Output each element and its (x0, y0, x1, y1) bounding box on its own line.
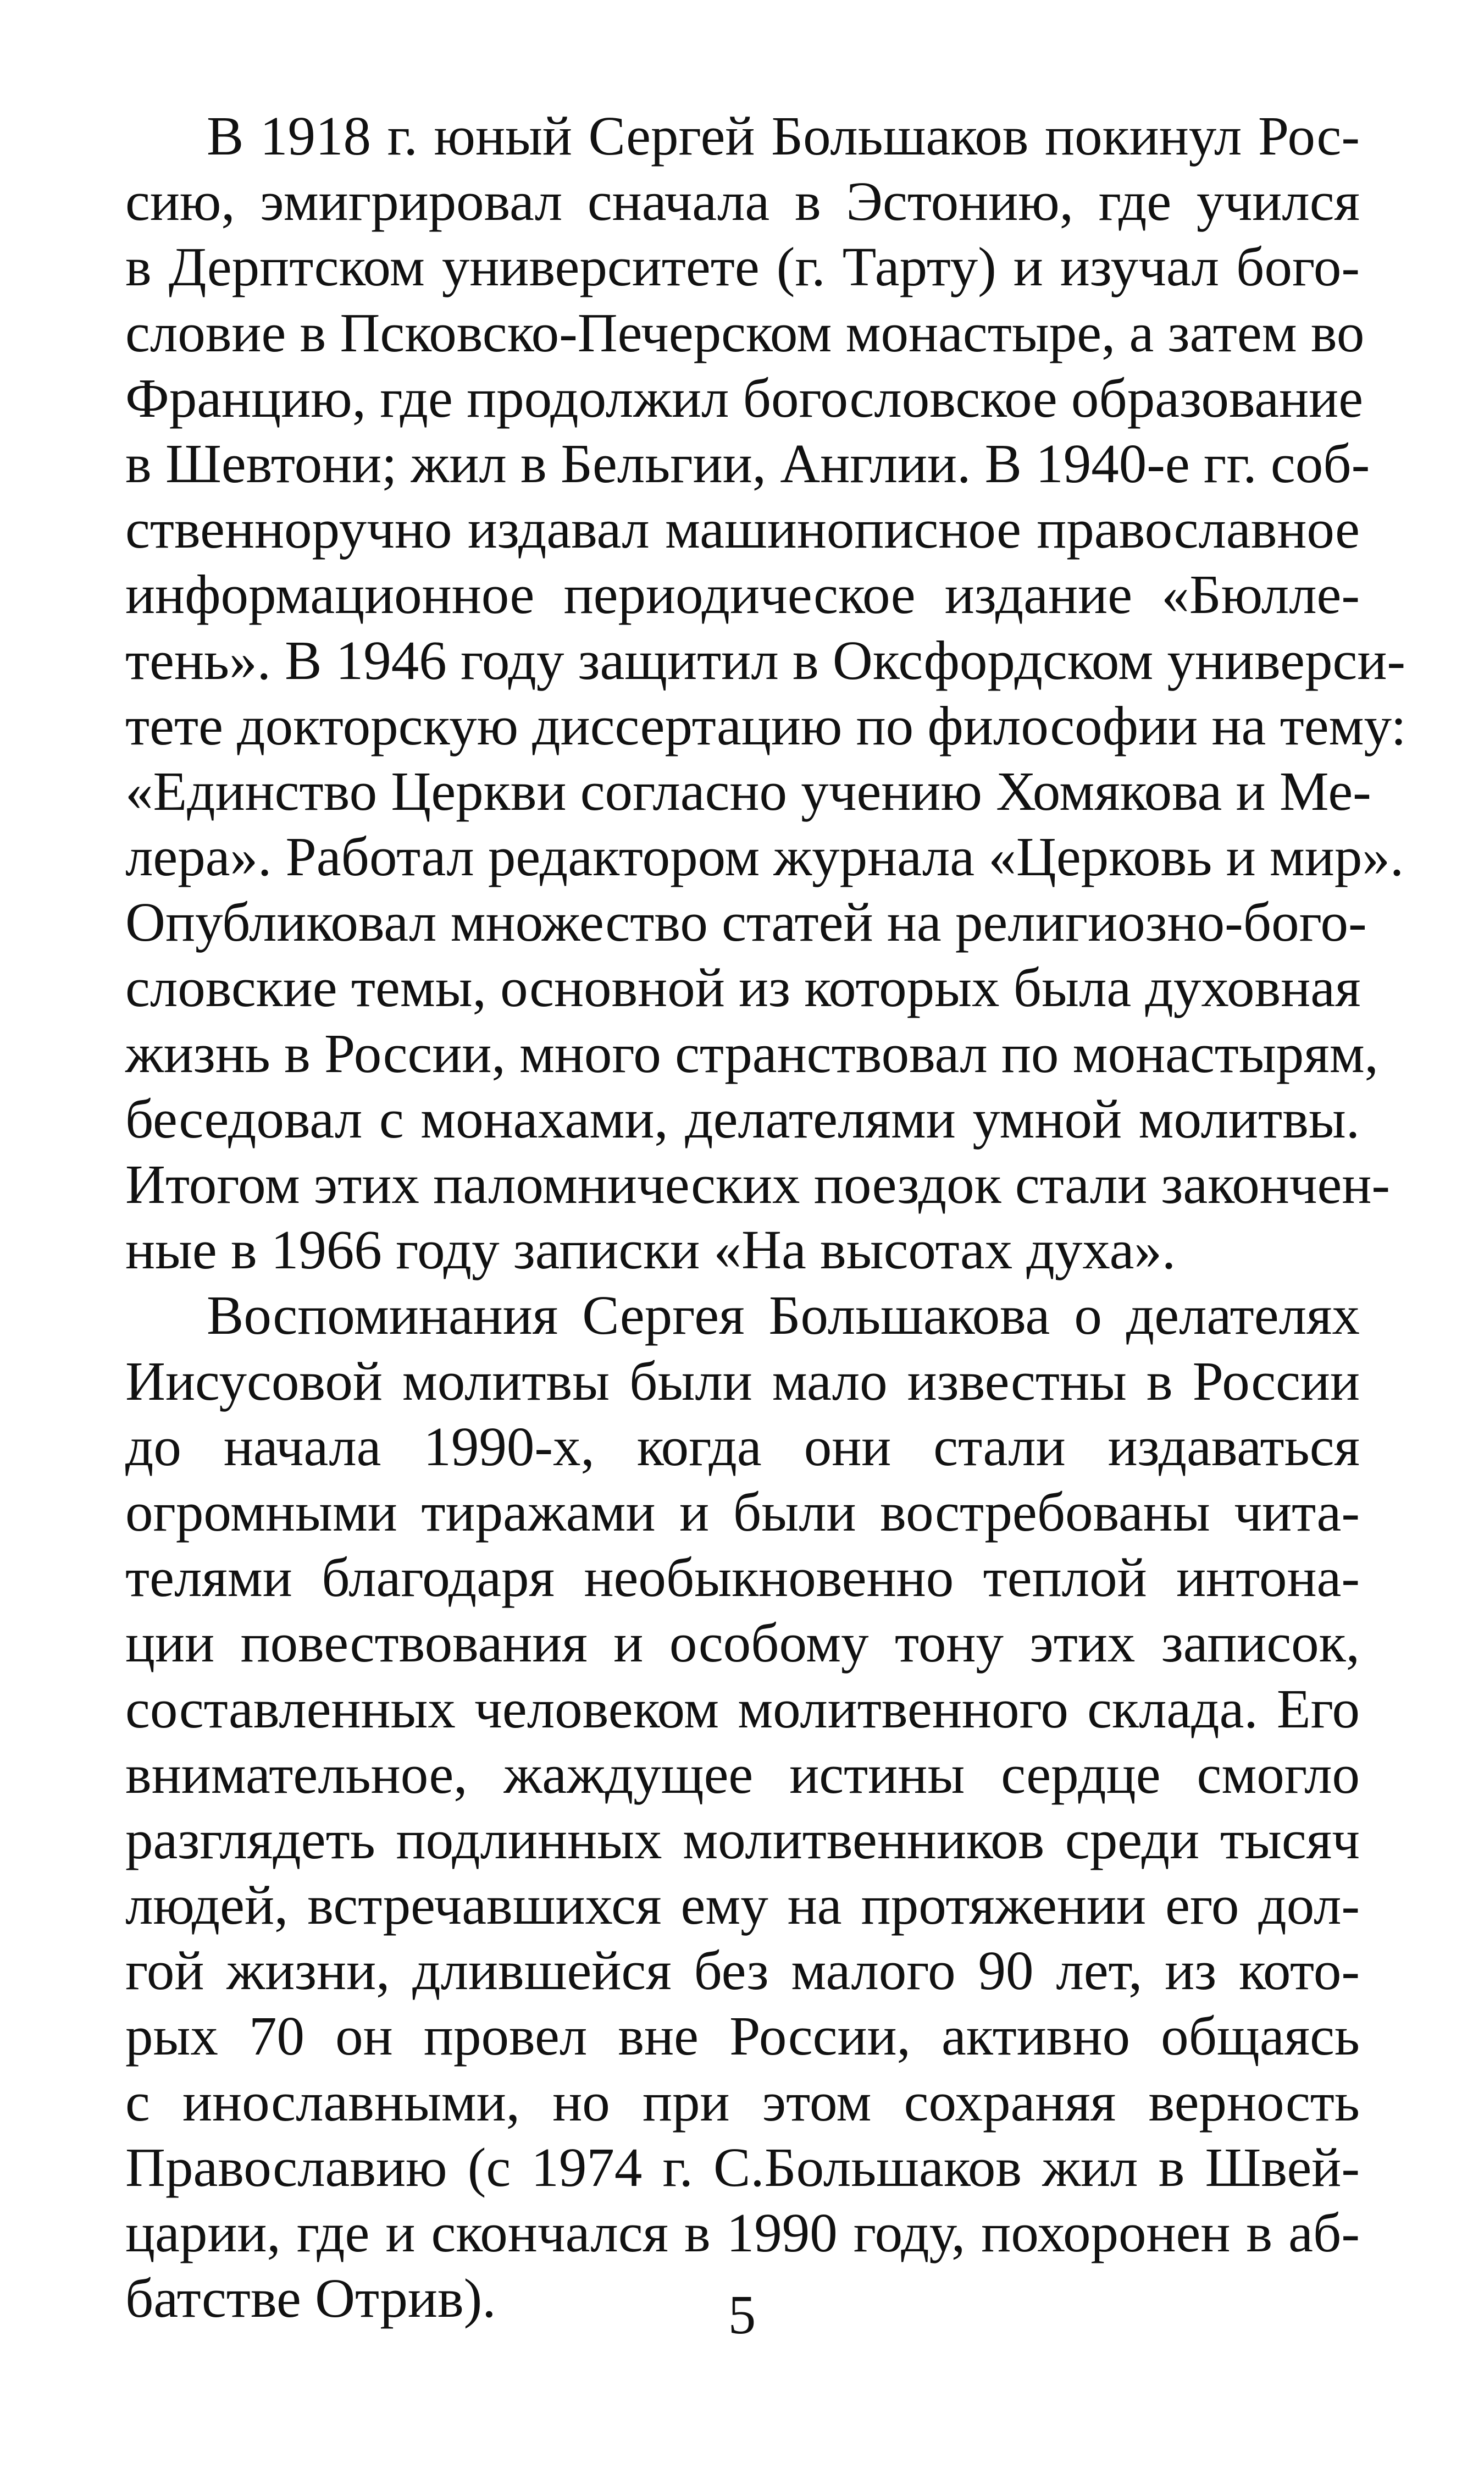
paragraph-memoirs (125, 1283, 1360, 2331)
text-line: в Шевтони; жил в Бельгии, Англии. В 1940-е гг. соб- (125, 432, 1370, 494)
page-number: 5 (728, 2284, 756, 2345)
text-line: жизнь в России, много странствовал по монастырям, (125, 1022, 1378, 1084)
text-line: словие в Псковско-Печерском монастыре, а затем во (125, 301, 1365, 363)
text-line: беседовал с монахами, делателями умной молитвы. (125, 1087, 1360, 1150)
text-line: тете докторскую диссертацию по философии на тему: (125, 694, 1407, 756)
text-line: людей, встречавшихся ему на протяжении его дол- (125, 1874, 1360, 1936)
text-line: Итогом этих паломнических поездок стали закончен- (125, 1153, 1391, 1215)
text-line: ные в 1966 году записки «На высотах духа». (125, 1219, 1176, 1281)
text-line: сию, эмигрировал сначала в Эстонию, где учился (125, 170, 1360, 233)
text-line: информационное периодическое издание «Бюлле- (125, 564, 1360, 626)
text-line: ции повествования и особому тону этих записок, (125, 1612, 1360, 1674)
text-line: «Единство Церкви согласно учению Хомякова и Ме- (125, 760, 1371, 822)
text-line: ственноручно издавал машинописное православное (125, 498, 1360, 560)
text-line: рых 70 он провел вне России, активно общаясь (125, 2005, 1360, 2067)
text-line: царии, где и скончался в 1990 году, похоронен в аб- (125, 2202, 1360, 2263)
text-line: составленных человеком молитвенного склада. Его (125, 1677, 1360, 1739)
text-line: батстве Отрив). (125, 2267, 496, 2329)
text-line: Опубликовал множество статей на религиозно-бого- (125, 891, 1367, 953)
text-line: разглядеть подлинных молитвенников среди тысяч (125, 1808, 1360, 1870)
paragraph-biography (125, 103, 1407, 1283)
text-line: тень». В 1946 году защитил в Оксфордском универси- (125, 629, 1406, 691)
text-line: словские темы, основной из которых была духовная (125, 957, 1361, 1019)
text-line: лера». Работал редактором журнала «Церковь и мир». (125, 826, 1404, 888)
text-line: гой жизни, длившейся без малого 90 лет, из кото- (125, 1940, 1360, 2002)
text-line: телями благодаря необыкновенно теплой интона- (125, 1547, 1360, 1609)
text-line: Иисусовой молитвы были мало известны в России (125, 1350, 1360, 1412)
text-line: В 1918 г. юный Сергей Большаков покинул Рос- (207, 105, 1360, 167)
text-line: огромными тиражами и были востребованы чита- (125, 1481, 1360, 1543)
text-line: в Дерптском университете (г. Тарту) и изучал бого- (125, 236, 1360, 298)
text-line: внимательное, жаждущее истины сердце смогло (125, 1743, 1360, 1805)
text-line: Православию (с 1974 г. С.Большаков жил в Швей- (125, 2136, 1360, 2198)
text-line: с инославными, но при этом сохраняя верность (125, 2070, 1360, 2133)
text-line: до начала 1990-х, когда они стали издаваться (125, 1415, 1360, 1477)
text-line: Воспоминания Сергея Большакова о делателях (207, 1284, 1360, 1346)
body-text (125, 103, 1407, 2331)
text-line: Францию, где продолжил богословское образование (125, 367, 1364, 429)
